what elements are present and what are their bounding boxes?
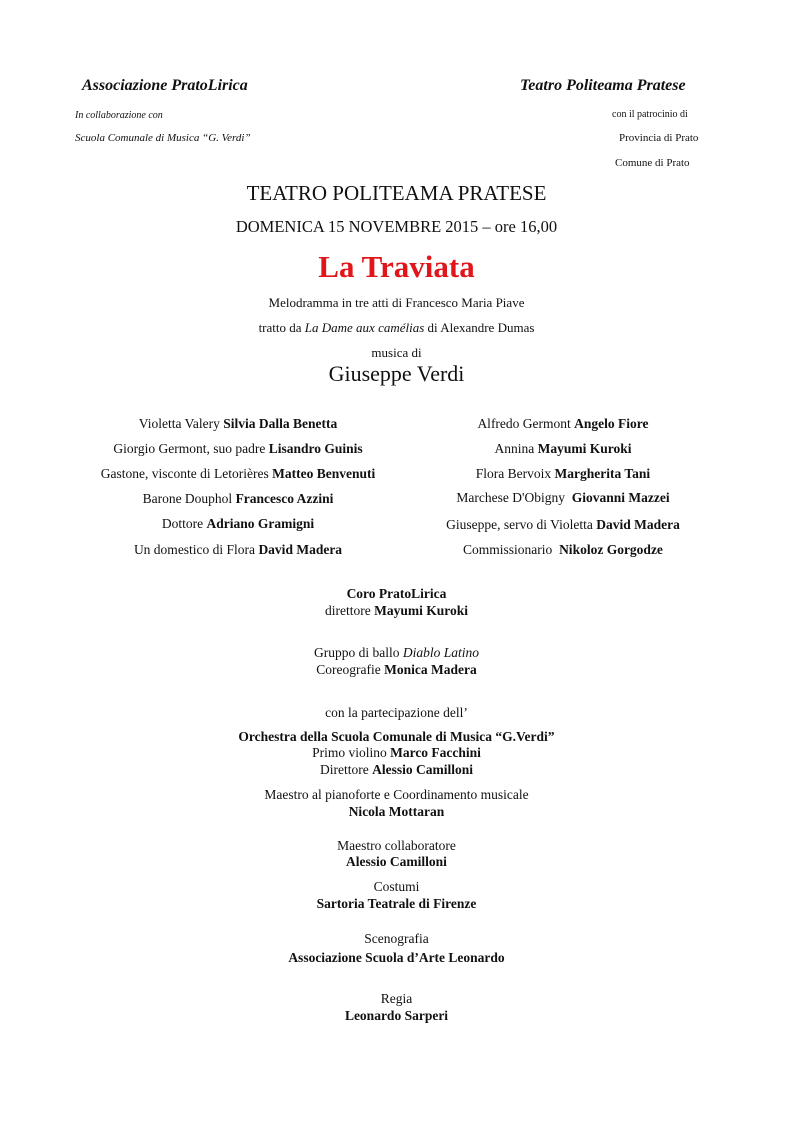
opera-title: La Traviata [318,249,475,284]
first-violin: Primo violino Marco Facchini [312,745,481,760]
sets-label: Scenografia [364,931,429,946]
piano-name: Nicola Mottaran [348,804,445,819]
cast-right-row: Alfredo Germont Angelo Fiore [477,416,649,431]
cast-left-row: Barone Douphol Francesco Azzini [142,491,334,506]
piano-label: Maestro al pianoforte e Coordinamento musicale [264,787,529,802]
choreography: Coreografie Monica Madera [316,662,477,677]
direction-label: Regia [380,991,413,1006]
dance-group: Gruppo di ballo Diablo Latino [313,645,479,660]
collaborator-name: Alessio Camilloni [346,854,447,869]
direction-name: Leonardo Sarperi [344,1008,449,1023]
cast-left-row: Un domestico di Flora David Madera [133,542,343,557]
cast-left-row: Giorgio Germont, suo padre Lisandro Guinis [113,441,363,456]
orchestra-name: Orchestra della Scuola Comunale di Musica “G.Verdi” [238,729,555,744]
event-date: DOMENICA 15 NOVEMBRE 2015 – ore 16,00 [235,217,558,236]
cast-right-row: Flora Bervoix Margherita Tani [475,466,651,481]
choir-name: Coro PratoLirica [346,586,447,601]
collaboration-school: Scuola Comunale di Musica “G. Verdi” [75,132,251,144]
participation-label: con la partecipazione dell’ [325,705,468,720]
music-by-label: musica di [371,345,422,360]
cast-left-row: Violetta Valery Silvia Dalla Benetta [138,416,338,431]
sets-name: Associazione Scuola d’Arte Leonardo [288,950,505,965]
subtitle-line-2: tratto da La Dame aux camélias di Alexandre Dumas [258,320,535,335]
cast-right-row: Marchese D'Obigny Giovanni Mazzei [456,490,670,505]
orchestra-director: Direttore Alessio Camilloni [320,762,473,777]
choir-director: direttore Mayumi Kuroki [325,603,468,618]
patron-province: Provincia di Prato [619,132,699,144]
patron-municipality: Comune di Prato [615,157,690,169]
left-organization: Associazione PratoLirica [82,77,248,94]
venue-title: TEATRO POLITEAMA PRATESE [246,181,547,205]
costumes-label: Costumi [373,879,420,894]
cast-left-row: Gastone, visconte di Letorières Matteo Benvenuti [100,466,376,481]
collaboration-label: In collaborazione con [75,110,163,121]
cast-right-row: Annina Mayumi Kuroki [494,441,632,456]
patronage-label: con il patrocinio di [612,109,688,120]
cast-right-row: Commissionario Nikoloz Gorgodze [463,542,663,557]
collaborator-label: Maestro collaboratore [337,838,456,853]
subtitle-line-1: Melodramma in tre atti di Francesco Maria Piave [268,295,525,310]
cast-left-row: Dottore Adriano Gramigni [161,516,315,531]
composer-name: Giuseppe Verdi [328,361,465,386]
right-organization: Teatro Politeama Pratese [520,77,686,94]
costumes-name: Sartoria Teatrale di Firenze [316,896,477,911]
cast-right-row: Giuseppe, servo di Violetta David Madera [446,517,680,532]
